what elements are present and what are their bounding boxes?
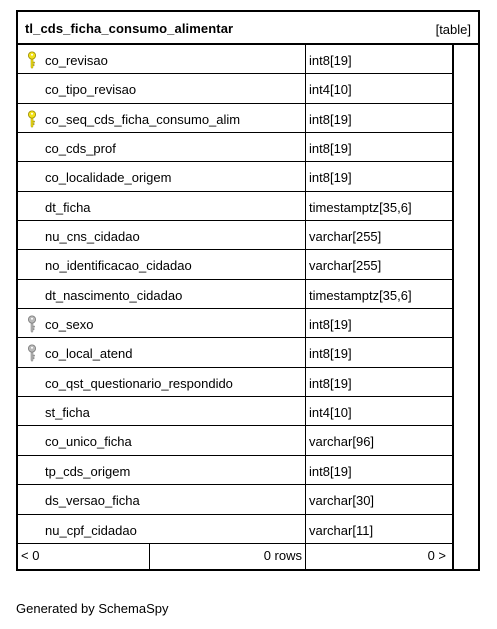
column-gutter bbox=[454, 250, 478, 279]
column-type-cell bbox=[306, 221, 454, 250]
column-name-cell bbox=[18, 368, 306, 397]
column-gutter bbox=[454, 280, 478, 309]
column-name: co_revisao bbox=[45, 53, 108, 68]
column-row[interactable] bbox=[18, 456, 478, 485]
column-row[interactable] bbox=[18, 485, 478, 514]
column-name: co_seq_cds_ficha_consumo_alim bbox=[45, 111, 241, 127]
column-type-cell bbox=[306, 485, 454, 514]
column-type: int8[19] bbox=[309, 111, 352, 127]
row-count: 0 rows bbox=[150, 543, 306, 569]
column-gutter bbox=[454, 309, 478, 338]
column-gutter bbox=[454, 485, 478, 514]
table-header[interactable] bbox=[18, 12, 478, 45]
column-row[interactable] bbox=[18, 221, 478, 250]
column-type-cell bbox=[306, 133, 454, 162]
column-list bbox=[18, 45, 478, 544]
column-type-cell bbox=[306, 280, 454, 309]
column-row[interactable] bbox=[18, 74, 478, 103]
column-name-cell bbox=[18, 104, 306, 133]
column-gutter bbox=[454, 162, 478, 191]
column-type-cell bbox=[306, 192, 454, 221]
column-gutter bbox=[454, 192, 478, 221]
table-kind-label: [table] bbox=[435, 22, 471, 37]
column-row[interactable] bbox=[18, 338, 478, 367]
column-type-cell bbox=[306, 515, 454, 544]
column-type: int8[19] bbox=[309, 53, 352, 68]
column-type: varchar[255] bbox=[309, 229, 382, 245]
column-type: int8[19] bbox=[309, 317, 352, 333]
column-name: co_tipo_revisao bbox=[45, 82, 137, 98]
column-row[interactable] bbox=[18, 133, 478, 162]
column-type: int4[10] bbox=[309, 82, 352, 98]
foreign-key-icon bbox=[27, 315, 37, 333]
column-type-cell bbox=[306, 397, 454, 426]
column-name: co_cds_prof bbox=[45, 141, 116, 157]
column-name: dt_ficha bbox=[45, 199, 91, 215]
column-type: timestamptz[35,6] bbox=[309, 287, 412, 303]
column-type-cell bbox=[306, 426, 454, 455]
column-name: co_local_atend bbox=[45, 346, 133, 362]
foreign-key-icon bbox=[27, 344, 37, 362]
column-row[interactable] bbox=[18, 515, 478, 544]
column-name: co_qst_questionario_respondido bbox=[45, 375, 233, 391]
column-type-cell bbox=[306, 74, 454, 103]
column-type: int8[19] bbox=[309, 141, 352, 157]
column-row[interactable] bbox=[18, 162, 478, 191]
column-gutter bbox=[454, 456, 478, 485]
column-name: st_ficha bbox=[45, 405, 90, 421]
column-type-cell bbox=[306, 162, 454, 191]
column-type-cell bbox=[306, 250, 454, 279]
column-name-cell bbox=[18, 485, 306, 514]
column-type: varchar[255] bbox=[309, 258, 382, 274]
column-name: co_unico_ficha bbox=[45, 434, 132, 450]
column-name-cell bbox=[18, 456, 306, 485]
column-row[interactable] bbox=[18, 250, 478, 279]
column-gutter bbox=[454, 338, 478, 367]
column-row[interactable] bbox=[18, 368, 478, 397]
column-name-cell bbox=[18, 515, 306, 544]
column-row[interactable] bbox=[18, 280, 478, 309]
column-gutter bbox=[454, 74, 478, 103]
column-name: tp_cds_origem bbox=[45, 463, 131, 479]
column-name-cell bbox=[18, 250, 306, 279]
column-name: ds_versao_ficha bbox=[45, 493, 140, 509]
column-row[interactable] bbox=[18, 426, 478, 455]
column-type-cell bbox=[306, 368, 454, 397]
column-name-cell bbox=[18, 309, 306, 338]
column-name-cell bbox=[18, 397, 306, 426]
column-row[interactable] bbox=[18, 309, 478, 338]
children-count: 0 > bbox=[306, 543, 454, 569]
column-gutter bbox=[454, 45, 478, 74]
column-type: int8[19] bbox=[309, 170, 352, 186]
table-footer bbox=[18, 543, 478, 569]
column-type: varchar[30] bbox=[309, 493, 375, 509]
column-name: co_localidade_origem bbox=[45, 170, 172, 186]
column-type: int8[19] bbox=[309, 346, 352, 362]
column-type: int4[10] bbox=[309, 405, 352, 421]
column-type-cell bbox=[306, 45, 454, 74]
column-type: int8[19] bbox=[309, 375, 352, 391]
primary-key-icon bbox=[27, 110, 37, 128]
column-name-cell bbox=[18, 133, 306, 162]
column-type: timestamptz[35,6] bbox=[309, 199, 412, 215]
column-name-cell bbox=[18, 45, 306, 74]
column-name-cell bbox=[18, 74, 306, 103]
primary-key-icon bbox=[27, 51, 37, 69]
column-name: nu_cns_cidadao bbox=[45, 229, 140, 245]
table-name[interactable]: tl_cds_ficha_consumo_alimentar bbox=[25, 21, 234, 36]
column-name-cell bbox=[18, 426, 306, 455]
column-row[interactable] bbox=[18, 45, 478, 74]
column-row[interactable] bbox=[18, 104, 478, 133]
column-name-cell bbox=[18, 280, 306, 309]
column-type-cell bbox=[306, 309, 454, 338]
column-gutter bbox=[454, 397, 478, 426]
table-entity[interactable] bbox=[16, 10, 480, 571]
column-name: no_identificacao_cidadao bbox=[45, 258, 192, 274]
column-gutter bbox=[454, 133, 478, 162]
column-name: co_sexo bbox=[45, 317, 94, 333]
column-gutter bbox=[454, 104, 478, 133]
column-gutter bbox=[454, 368, 478, 397]
column-name-cell bbox=[18, 338, 306, 367]
column-type: int8[19] bbox=[309, 463, 352, 479]
column-row[interactable] bbox=[18, 397, 478, 426]
column-type-cell bbox=[306, 338, 454, 367]
column-gutter bbox=[454, 221, 478, 250]
generated-by-credit: Generated by SchemaSpy bbox=[16, 601, 169, 616]
column-type: varchar[11] bbox=[309, 522, 374, 538]
column-name-cell bbox=[18, 192, 306, 221]
column-name: dt_nascimento_cidadao bbox=[45, 287, 183, 303]
parents-count: < 0 bbox=[18, 543, 150, 569]
column-type-cell bbox=[306, 104, 454, 133]
column-row[interactable] bbox=[18, 192, 478, 221]
column-name-cell bbox=[18, 162, 306, 191]
column-type-cell bbox=[306, 456, 454, 485]
column-name-cell bbox=[18, 221, 306, 250]
column-gutter bbox=[454, 426, 478, 455]
column-name: nu_cpf_cidadao bbox=[45, 522, 137, 538]
column-gutter bbox=[454, 515, 478, 544]
column-type: varchar[96] bbox=[309, 434, 375, 450]
